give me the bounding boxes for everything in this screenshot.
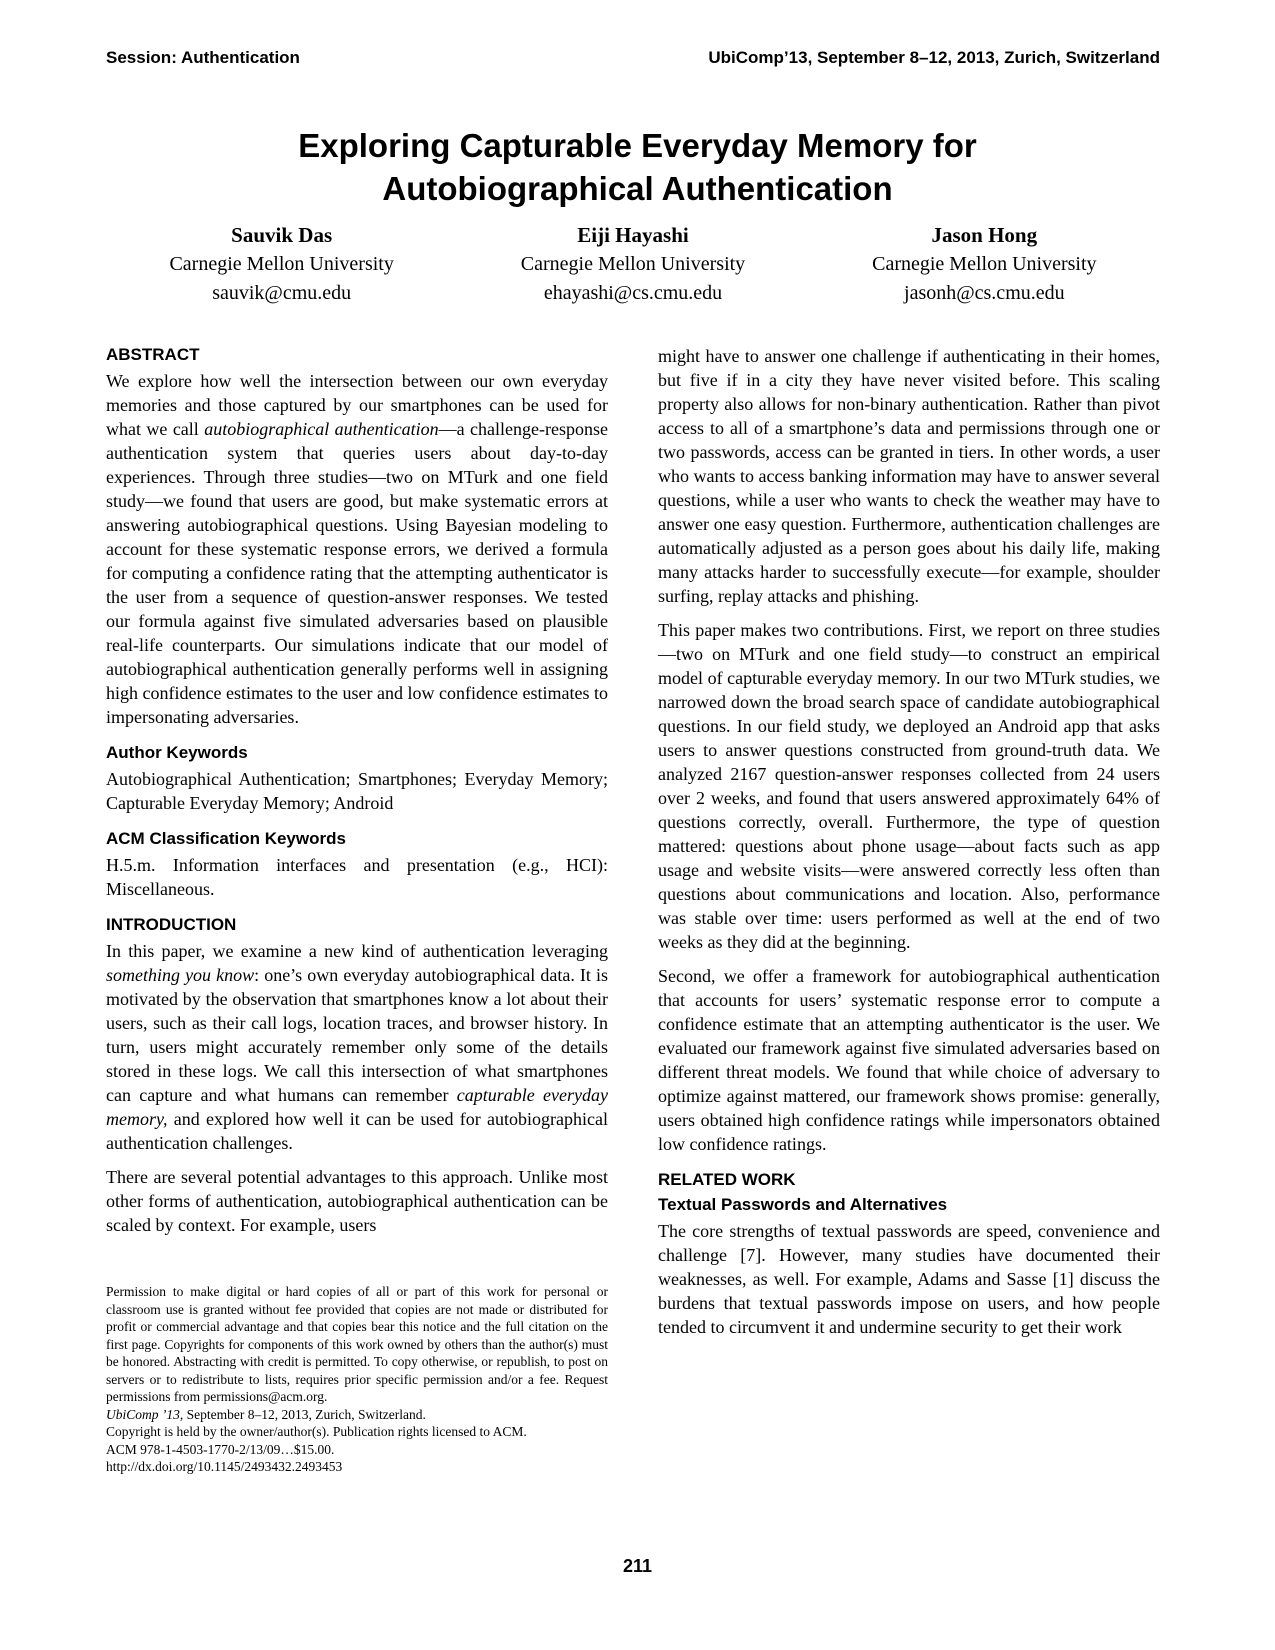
author-affiliation: Carnegie Mellon University	[169, 253, 394, 275]
introduction-heading: INTRODUCTION	[106, 915, 237, 934]
intro-continued-para: might have to answer one challenge if authenticating in their homes, but five if in a city they have never visited before. This scaling property also allows for non-binary authentication. Rather than pivot access to all of a smartphone’s data and permissions through one or two passwords, access can be granted in tiers. In other words, a user who wants to access banking information may have to answer several questions, while a user who wants to check the weather may have to answer one easy question. Furthermore, authentication challenges are automatically adjusted as a person goes about his daily life, making many attacks harder to successfully execute—for example, shoulder surfing, replay attacks and phishing.	[658, 346, 1160, 606]
acm-keywords-text: H.5.m. Information interfaces and presentation (e.g., HCI): Miscellaneous.	[106, 855, 608, 899]
contributions-para: This paper makes two contributions. First, we report on three studies—two on MTurk and one field study—to construct an empirical model of capturable everyday memory. In our two MTurk studies, we narrowed down the broad search space of candidate autobiographical questions. In our field study, we deployed an Android app that asks users to answer questions constructed from ground-truth data. We analyzed 2167 question-answer responses collected from 24 users over 2 weeks, and found that users answered approximately 64% of questions correctly, overall. Furthermore, the type of question mattered: questions about phone usage—about facts such as app usage and website visits—were answered correctly less often than questions about communications and location. Also, performance was stable over time: users performed as well at the end of two weeks as they did at the beginning.	[658, 620, 1160, 952]
title-line-2: Autobiographical Authentication	[382, 170, 893, 207]
body-columns	[106, 344, 1160, 1476]
permission-isbn-line: ACM 978-1-4503-1770-2/13/09…$15.00.	[106, 1441, 335, 1457]
acm-keywords-heading: ACM Classification Keywords	[106, 829, 346, 848]
author-affiliation: Carnegie Mellon University	[520, 253, 746, 275]
author-keywords-text: Autobiographical Authentication; Smartphones; Everyday Memory; Capturable Everyday Memory; Android	[106, 769, 608, 813]
related-work-heading: RELATED WORK	[658, 1170, 796, 1189]
session-header: Session: Authentication	[106, 48, 300, 67]
author-affiliation: Carnegie Mellon University	[872, 253, 1097, 275]
framework-para: Second, we offer a framework for autobiographical authentication that accounts for users’ systematic response error to compute a confidence estimate that an attempting authenticator is the user. We evaluated our framework against five simulated adversaries based on different threat models. We found that while choice of adversary to optimize against mattered, our framework shows promise: generally, users obtained high confidence ratings while impersonators obtained low confidence ratings.	[658, 966, 1160, 1154]
author-email: ehayashi@cs.cmu.edu	[543, 282, 723, 304]
author-email: sauvik@cmu.edu	[212, 282, 352, 304]
related-work-para: The core strengths of textual passwords are speed, convenience and challenge [7]. However, many studies have documented their weaknesses, as well. For example, Adams and Sasse [1] discuss the burdens that textual passwords impose on users, and how people tended to circumvent it and undermine security to get their work	[658, 1221, 1160, 1337]
author-block-2	[457, 221, 808, 308]
textual-passwords-subheading: Textual Passwords and Alternatives	[658, 1195, 948, 1214]
paper-title	[0, 124, 1275, 210]
page-number: 211	[622, 1556, 653, 1576]
author-list	[106, 221, 1160, 308]
author-name: Sauvik Das	[231, 223, 333, 247]
author-name: Jason Hong	[931, 223, 1038, 247]
introduction-para-1: In this paper, we examine a new kind of authentication leveraging something you know: one’s own everyday autobiographical data. It is motivated by the observation that smartphones know a lot about their users, such as their call logs, location traces, and browser history. In turn, users might accurately remember only some of the details stored in these logs. We call this intersection of what smartphones can capture and what humans can remember capturable everyday memory, and explored how well it can be used for autobiographical authentication challenges.	[106, 941, 608, 1153]
author-block-3	[809, 221, 1160, 308]
permission-venue-line: UbiComp ’13, September 8–12, 2013, Zurich, Switzerland.	[106, 1406, 426, 1422]
abstract-text: We explore how well the intersection between our own everyday memories and those captured by our smartphones can be used for what we call autobiographical authentication—a challenge-response authentication system that queries users about day-to-day experiences. Through three studies—two on MTurk and one field study—we found that users are good, but make systematic errors at answering autobiographical questions. Using Bayesian modeling to account for these systematic response errors, we derived a formula for computing a confidence rating that the attempting authenticator is the user from a sequence of question-answer responses. We tested our formula against five simulated adversaries based on plausible real-life counterparts. Our simulations indicate that our model of autobiographical authentication generally performs well in assigning high confidence estimates to the user and low confidence estimates to impersonating adversaries.	[106, 371, 608, 727]
introduction-para-2: There are several potential advantages to this approach. Unlike most other forms of authentication, autobiographical authentication can be scaled by context. For example, users	[106, 1167, 608, 1235]
title-line-1: Exploring Capturable Everyday Memory for	[298, 127, 977, 164]
permission-copyright-line: Copyright is held by the owner/author(s). Publication rights licensed to ACM.	[106, 1424, 527, 1439]
permission-note	[106, 1283, 608, 1476]
right-column	[658, 344, 1160, 1476]
author-block-1	[106, 221, 457, 308]
author-email: jasonh@cs.cmu.edu	[904, 282, 1065, 304]
permission-text: Permission to make digital or hard copies of all or part of this work for personal or classroom use is granted without fee provided that copies are not made or distributed for profit or commercial advantage and that copies bear this notice and the full citation on the first page. Copyrights for components of this work owned by others than the author(s) must be honored. Abstracting with credit is permitted. To copy otherwise, or republish, to post on servers or to redistribute to lists, requires prior specific permission and/or a fee. Request permissions from permissions@acm.org.	[106, 1284, 608, 1404]
conference-header: UbiComp’13, September 8–12, 2013, Zurich, Switzerland	[708, 48, 1160, 67]
permission-doi-line: http://dx.doi.org/10.1145/2493432.2493453	[106, 1459, 343, 1474]
author-keywords-heading: Author Keywords	[106, 743, 248, 762]
running-header	[106, 48, 1160, 68]
author-name: Eiji Hayashi	[577, 223, 689, 247]
left-column	[106, 344, 608, 1476]
abstract-heading: ABSTRACT	[106, 345, 200, 364]
